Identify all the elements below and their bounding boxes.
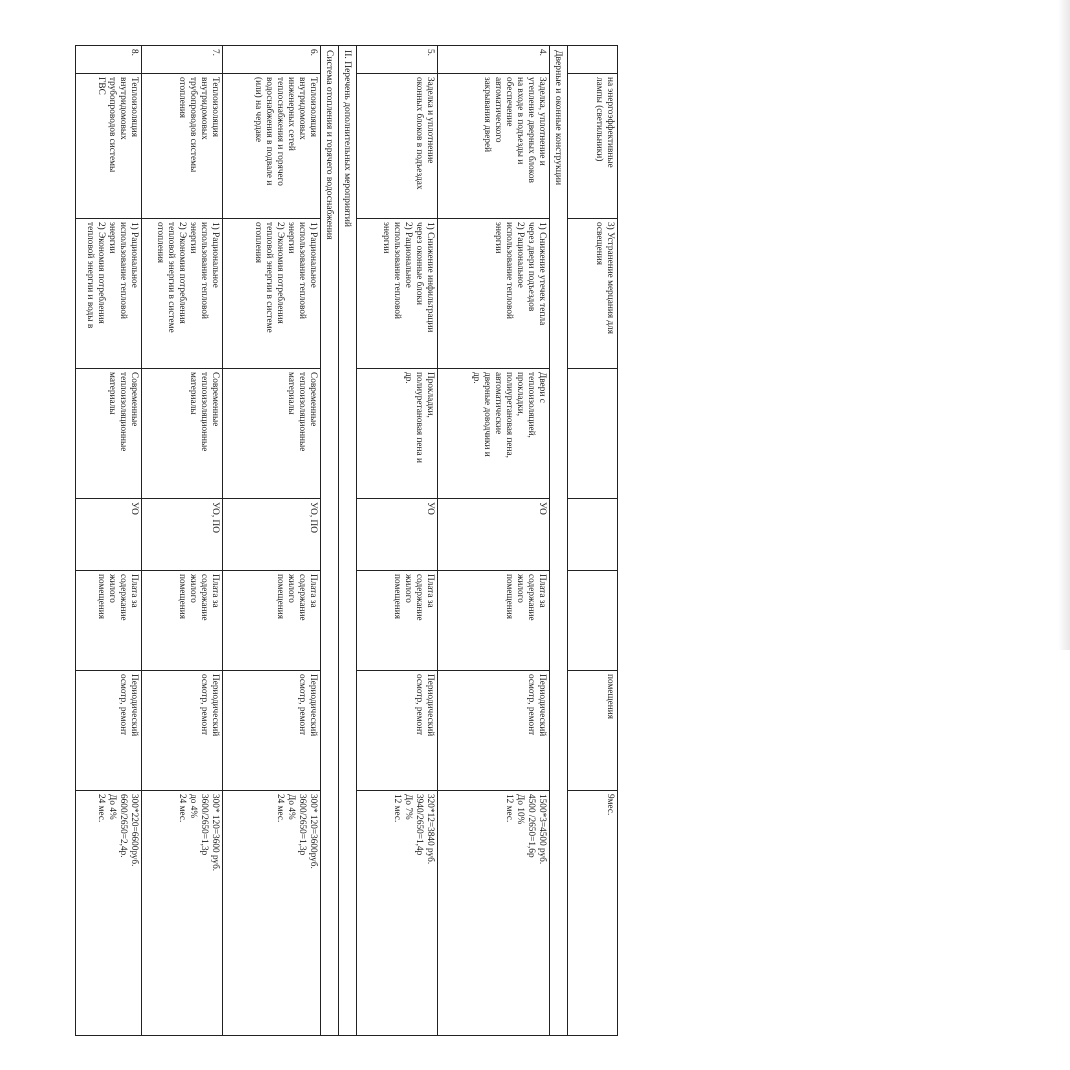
text-line: До 4%: [286, 794, 296, 820]
text-line: внутридомовых: [118, 77, 128, 140]
executor-cell: УО: [438, 499, 550, 571]
measure-name-cell: [357, 74, 438, 219]
effect-cell: [568, 219, 618, 369]
text-line: полиуретановая пена,: [504, 372, 514, 458]
text-line: помещения: [605, 674, 615, 719]
text-line: утепление дверных блоков: [526, 77, 536, 183]
text-line: обеспечение: [504, 77, 514, 127]
measure-name-cell: [568, 74, 618, 219]
row-number: 5.: [357, 46, 438, 74]
executor-cell: УО: [76, 499, 142, 571]
text-line: 12 мес.: [504, 794, 514, 823]
text-line: тепловой энергии в системе: [264, 222, 274, 333]
text-line: до 4%: [188, 794, 198, 819]
text-line: 6600/2650=2,4р.: [118, 794, 128, 858]
text-line: осмотр, ремонт: [526, 674, 536, 736]
method-cell: [568, 671, 618, 791]
text-line: материалы: [286, 372, 296, 415]
text-line: Периодический: [308, 674, 318, 737]
text-line: Современные: [308, 372, 318, 427]
text-line: Плата за: [425, 574, 435, 608]
source-cell: [76, 571, 142, 671]
text-line: 3940/2650=1,4р: [414, 794, 424, 856]
text-line: помещения: [96, 574, 106, 619]
row-number: 4.: [438, 46, 550, 74]
text-line: Плата за: [129, 574, 139, 608]
text-line: прокладки,: [515, 372, 525, 417]
cost-cell: [438, 791, 550, 1036]
text-line: 320*12=3840 руб.: [425, 794, 435, 865]
section-header: II. Перечень дополнительных мероприятий: [339, 46, 357, 1036]
text-line: 3) Устранение мерцания для: [605, 222, 615, 335]
text-line: 1500*3=4500 руб.: [537, 794, 547, 865]
text-line: 4500 /2650=1,6р: [526, 794, 536, 858]
row-number: 8.: [76, 46, 142, 74]
text-line: 300*220=6600руб.: [129, 794, 139, 867]
text-line: теплоизоляционные: [297, 372, 307, 452]
measure-name-cell: [223, 74, 321, 219]
text-line: Современные: [210, 372, 220, 427]
text-line: Теплоизоляция: [129, 77, 139, 137]
text-line: Теплоизоляция: [210, 77, 220, 137]
text-line: внутридомовых: [297, 77, 307, 140]
executor-cell: УО, ПО: [223, 499, 321, 571]
text-line: использование тепловой: [199, 222, 209, 319]
text-line: инженерных сетей: [286, 77, 296, 151]
text-line: осмотр, ремонт: [118, 674, 128, 736]
section-header: Дверные и оконные конструкции: [550, 46, 568, 1036]
text-line: Плата за: [210, 574, 220, 608]
text-line: трубопроводов системы: [107, 77, 117, 173]
row-number: 6.: [223, 46, 321, 74]
text-line: Периодический: [210, 674, 220, 737]
section-row: [550, 46, 568, 1036]
text-line: 2) Экономия потребления: [96, 222, 106, 324]
text-line: отопления: [177, 77, 187, 119]
cost-cell: [142, 791, 223, 1036]
table-row: [357, 46, 438, 1036]
text-line: До 10%: [515, 794, 525, 825]
effect-cell: [357, 219, 438, 369]
text-line: До 4%: [107, 794, 117, 820]
executor-cell: УО: [357, 499, 438, 571]
materials-cell: [357, 369, 438, 499]
text-line: использование тепловой: [118, 222, 128, 319]
text-line: отопления: [253, 222, 263, 264]
text-line: Заделка и уплотнение: [425, 77, 435, 164]
cost-cell: [223, 791, 321, 1036]
text-line: Теплоизоляция: [308, 77, 318, 137]
text-line: ГВС: [96, 77, 106, 95]
text-line: отопления: [155, 222, 165, 264]
text-line: жилого: [403, 574, 413, 603]
source-cell: [568, 571, 618, 671]
table-row: [223, 46, 321, 1036]
measure-name-cell: [142, 74, 223, 219]
text-line: закрывания дверей: [482, 77, 492, 153]
text-line: тепловой энергии и воды в: [85, 222, 95, 329]
measure-name-cell: [438, 74, 550, 219]
executor-cell: УО, ПО: [142, 499, 223, 571]
measures-table: [75, 45, 618, 1036]
text-line: содержание: [118, 574, 128, 621]
row-number: 7.: [142, 46, 223, 74]
text-line: через оконные блоки: [414, 222, 424, 305]
text-line: лампы (светильники): [594, 77, 604, 162]
text-line: 2) Экономия потребления: [275, 222, 285, 324]
text-line: помещения: [392, 574, 402, 619]
executor-cell: [568, 499, 618, 571]
text-line: Периодический: [537, 674, 547, 737]
text-line: 9мес.: [605, 794, 615, 816]
text-line: жилого: [286, 574, 296, 603]
section-header: Система отопления и горячего водоснабжения: [321, 46, 339, 1036]
text-line: использование тепловой: [504, 222, 514, 319]
text-line: автоматические: [493, 372, 503, 435]
cost-cell: [568, 791, 618, 1036]
text-line: Плата за: [308, 574, 318, 608]
cost-cell: [357, 791, 438, 1036]
text-line: трубопроводов системы: [188, 77, 198, 173]
scan-edge-shadow: [1058, 0, 1070, 650]
text-line: помещения: [504, 574, 514, 619]
text-line: Двери с: [537, 372, 547, 403]
text-line: 3600/2650=1,3р: [199, 794, 209, 856]
text-line: 24 мес.: [275, 794, 285, 823]
measure-name-cell: [76, 74, 142, 219]
text-line: водоснабжения в подвале и: [264, 77, 274, 186]
text-line: Прокладки,: [425, 372, 435, 418]
text-line: 1) Рациональное: [308, 222, 318, 288]
text-line: помещения: [177, 574, 187, 619]
text-line: Периодический: [129, 674, 139, 737]
text-line: 2) Экономия потребления: [177, 222, 187, 324]
text-line: 2) Рациональное: [515, 222, 525, 288]
text-line: использование тепловой: [297, 222, 307, 319]
text-line: энергии: [107, 222, 117, 254]
text-line: др.: [403, 372, 413, 384]
table-row: [568, 46, 618, 1036]
text-line: жилого: [515, 574, 525, 603]
materials-cell: [142, 369, 223, 499]
text-line: Периодический: [425, 674, 435, 737]
method-cell: [223, 671, 321, 791]
text-line: 1) Рациональное: [210, 222, 220, 288]
text-line: содержание: [526, 574, 536, 621]
text-line: тепловой энергии в системе: [166, 222, 176, 333]
text-line: на входе в подъезды и: [515, 77, 525, 165]
text-line: осмотр, ремонт: [199, 674, 209, 736]
text-line: материалы: [107, 372, 117, 415]
table-row: [142, 46, 223, 1036]
text-line: содержание: [414, 574, 424, 621]
section-row: [339, 46, 357, 1036]
text-line: энергии: [188, 222, 198, 254]
text-line: дверные доводчики и: [482, 372, 492, 457]
materials-cell: [438, 369, 550, 499]
source-cell: [223, 571, 321, 671]
text-line: теплоснабжения и горячего: [275, 77, 285, 186]
text-line: теплоизоляционные: [199, 372, 209, 452]
source-cell: [142, 571, 223, 671]
text-line: 1) Снижение утечек тепла: [537, 222, 547, 326]
effect-cell: [223, 219, 321, 369]
text-line: 24 мес.: [177, 794, 187, 823]
text-line: Заделка, уплотнение и: [537, 77, 547, 166]
text-line: содержание: [199, 574, 209, 621]
table-row: [76, 46, 142, 1036]
text-line: энергии: [381, 222, 391, 254]
row-number: [568, 46, 618, 74]
text-line: осмотр, ремонт: [414, 674, 424, 736]
text-line: 2) Рациональное: [403, 222, 413, 288]
text-line: 3600/2650=1,3р: [297, 794, 307, 856]
text-line: 1) Снижение инфильтрации: [425, 222, 435, 333]
text-line: материалы: [188, 372, 198, 415]
text-line: 1) Рациональное: [129, 222, 139, 288]
text-line: 300* 120=3600руб.: [308, 794, 318, 869]
effect-cell: [142, 219, 223, 369]
text-line: полиуретановая пена и: [414, 372, 424, 463]
table-row: [438, 46, 550, 1036]
effect-cell: [76, 219, 142, 369]
text-line: Современные: [129, 372, 139, 427]
text-line: энергии: [286, 222, 296, 254]
text-line: Плата за: [537, 574, 547, 608]
materials-cell: [568, 369, 618, 499]
effect-cell: [438, 219, 550, 369]
text-line: жилого: [188, 574, 198, 603]
text-line: оконных блоков в подъездах: [414, 77, 424, 190]
text-line: внутридомовых: [199, 77, 209, 140]
cost-cell: [76, 791, 142, 1036]
method-cell: [357, 671, 438, 791]
text-line: помещения: [275, 574, 285, 619]
text-line: содержание: [297, 574, 307, 621]
text-line: осмотр, ремонт: [297, 674, 307, 736]
text-line: др.: [471, 372, 481, 384]
materials-cell: [76, 369, 142, 499]
source-cell: [357, 571, 438, 671]
text-line: через двери подъездов: [526, 222, 536, 312]
text-line: автоматического: [493, 77, 503, 143]
text-line: теплоизоляцией,: [526, 372, 536, 438]
text-line: 12 мес.: [392, 794, 402, 823]
section-row: [321, 46, 339, 1036]
text-line: освещения: [594, 222, 604, 265]
text-line: жилого: [107, 574, 117, 603]
text-line: (или) на чердаке: [253, 77, 263, 143]
text-line: До 7%: [403, 794, 413, 820]
method-cell: [142, 671, 223, 791]
method-cell: [76, 671, 142, 791]
method-cell: [438, 671, 550, 791]
text-line: энергии: [493, 222, 503, 254]
source-cell: [438, 571, 550, 671]
materials-cell: [223, 369, 321, 499]
text-line: на энергоэффективные: [605, 77, 615, 168]
text-line: теплоизоляционные: [118, 372, 128, 452]
text-line: 300* 120=3600 руб.: [210, 794, 220, 872]
text-line: 24 мес.: [96, 794, 106, 823]
text-line: использование тепловой: [392, 222, 402, 319]
